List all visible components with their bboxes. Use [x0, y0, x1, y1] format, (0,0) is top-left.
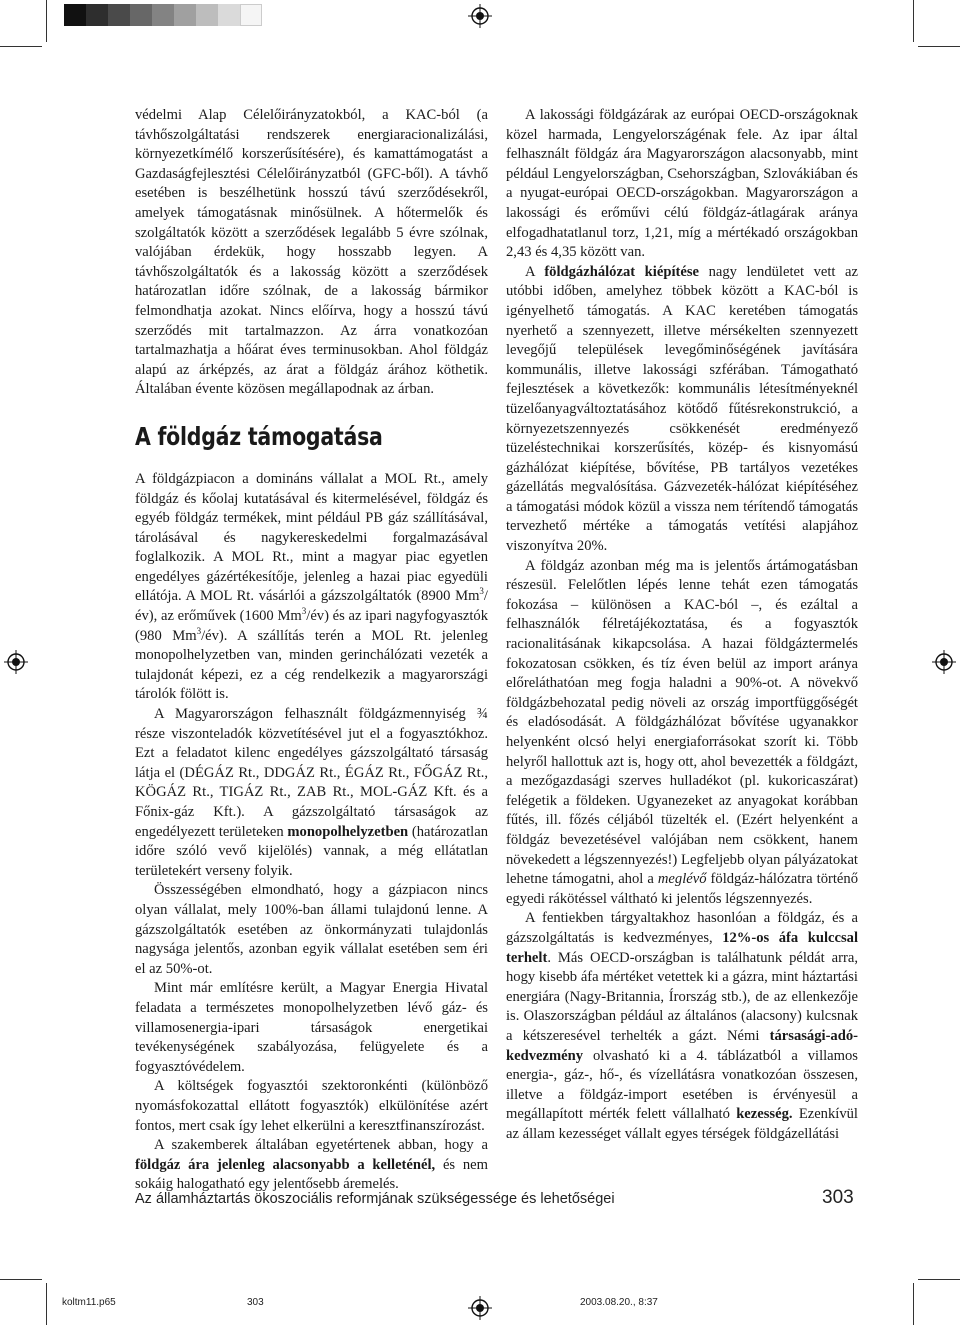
- right-column: [506, 106, 858, 1144]
- running-footer-title: Az államháztartás ökoszociális reformjának szükségessége és lehetőségei: [135, 1191, 615, 1207]
- crop-line: [918, 46, 960, 47]
- swatch: [218, 4, 240, 26]
- section-heading: A földgáz támogatása: [135, 421, 383, 451]
- crop-line: [0, 1279, 42, 1280]
- slug-page: 303: [247, 1297, 264, 1308]
- paragraph: védelmi Alap Célelőirányzatokból, a KAC-ból (a távhőszolgáltatási rendszerek energiaracionalizálási, környezetkímélő korszerűsítésére), és kamattámogatást a Gazdaságfejlesztési Célelőirányzatból (GFC-ből). A távhő esetében is beszélhetünk hosszú távú szerződésekről, amelyek támogatásnak minősülnek. A hőtermelők és szolgáltatók között a szerződések legalább 5 évre szólnak, valójában érdekük, hogy hosszabb legyen. A távhőszolgáltatók és a lakosság között a szerződések határozatlan időre szólnak, de a lakosság bármikor felmondhatja azokat. Nincs előírva, hogy a hosszú távú szerződés mit tartalmazzon. Az árra vonatkozóan tartalmazhatja a hőárat éves terminusokban. Ahol földgáz alapú az árképzés, az árat a földgáz árához köthetik. Általában évente közösen megállapodnak az árban.: [135, 107, 488, 398]
- paragraph: Mint már említésre került, a Magyar Energia Hivatal feladata a természetes monopolhelyzetben lévő gáz- és villamosenergia-ipari társaságok energetikai tevékenységének szabályozása, felügyelete és a fogyasztóvédelem.: [135, 980, 488, 1075]
- registration-mark-icon: [932, 650, 956, 674]
- crop-line: [913, 0, 914, 42]
- paragraph: A Magyarországon felhasznált földgázmennyiség ¾ része viszonteladók közvetítésével jut el a fogyasztókhoz. Ezt a feladatot kilenc engedélyes gázszolgáltató társaság látja el (DÉGÁZ Rt., DDGÁZ Rt., ÉGÁZ Rt., FŐGÁZ Rt., KÖGÁZ Rt., TIGÁZ Rt., ZAB Rt., MOL-GÁZ Kft. és a Főnix-gáz Kft.). A gázszolgáltató társaságok az engedélyezett területeken monopolhelyzetben (határozatlan időre szóló vevő kijelölés) vannak, a még ellátatlan területekért verseny folyik.: [135, 706, 488, 879]
- paragraph: Összességében elmondható, hogy a gázpiacon nincs olyan vállalat, mely 100%-ban állami tulajdonú lenne. A gázszolgáltatók esetében az önkormányzati tulajdonlás nagysága jelentős, azonban egyik vállalat esetében sem éri el az 50%-ot.: [135, 882, 488, 977]
- swatch: [64, 4, 86, 26]
- paragraph: A szakemberek általában egyetértenek abban, hogy a földgáz ára jelenleg alacsonyabb a kelleténél, és nem sokáig halogatható egy jelentősebb áremelés.: [135, 1137, 488, 1193]
- crop-line: [0, 46, 42, 47]
- paragraph: A költségek fogyasztói szektoronkénti (különböző nyomásfokozattal ellátott fogyasztók) elkülönítése azért fontos, mert csak így lehet elkerülni a keresztfinanszírozást.: [135, 1078, 488, 1134]
- paragraph: A földgáz azonban még ma is jelentős ártámogatásban részesül. Felelőtlen lépés lenne tehát ezen támogatás fokozása – különösen a KAC-ból –, és ezáltal a felhasználók félretájékoztatása, és a fogyasztók racionalitásának kikapcsolása. A hazai földgáztermelés fokozatosan csökken, és tíz éven belül az import aránya előreláthatóan meg fogja haladni a 90%-ot. A növekvő földgázbehozatal pedig növeli az ország importfüggőségét és eladósodását. A földgázhálózat bővítése ugyanakkor helyenként olcsó helyi energiaforrásokat szorít ki. Több helyről hallottuk azt is, hogy ott, ahol bevezették a földgázt, a mezőgazdasági szerves hulladékot (pl. kukoricaszárat) felégetik a földeken. Ugyanezeket az anyagokat korábban fűtés, ill. főzés céljából tüzelték el. (Ezért helyenként a földgáz bevezetésével valójában nem csökkent, hanem növekedett a légszennyezés!) Legfeljebb olyan pályázatokat lehetne támogatni, ahol a meglévő földgáz-hálózatra történő egyedi rákötéssel váltható ki jelentős légszennyezés.: [506, 557, 858, 907]
- slug-filename: koltm11.p65: [62, 1297, 116, 1308]
- color-swatch-strip: [64, 4, 262, 26]
- left-column: [135, 106, 488, 1195]
- swatch: [86, 4, 108, 26]
- paragraph: A földgázhálózat kiépítése nagy lendületet vett az utóbbi időben, amelyhez többek között a KAC-ból is igényelhető támogatás. A KAC keretében támogatás nyerhető a szennyezett, illetve mérsékelten szennyezett levegőjű települések levegőminőségének javítására kommunális, illetve lakossági szférában. Támogatható fejlesztések a következők: kommunális létesítményeknél tüzelőanyagváltoztatásához kötődő fűtésrekonstrukció, a környezetszennyezés csökkenését eredményező tüzeléstechnikai korszerűsítés, közép- és kisnyomású gázhálózat kiépítése, bővítése, PB tartályos vezetékes gázellátás megvalósítása. Gázvezeték-hálózat kiépítéséhez a támogatási módok közül a vissza nem térítendő támogatás tervezhető mértéke a támogatás vetítési alapjához viszonyítva 20%.: [506, 263, 859, 555]
- crop-line: [46, 1283, 47, 1325]
- registration-mark-icon: [468, 4, 492, 28]
- swatch: [240, 4, 262, 26]
- swatch: [174, 4, 196, 26]
- paragraph: A lakossági földgázárak az európai OECD-országoknak közel harmada, Lengyelországénak fele. Az ipar által felhasznált földgáz ára Magyarországon alacsonyabb, mint például Lengyelországban, Csehországban, Szlovákiában és a nyugat-európai OECD-országokban. Magyarországon a lakossági és erőművi célú földgáz-átlagárak aránya elfogadhatatlanul torz, 1,21, míg a mértékadó országokban 2,43 és 4,35 között van.: [506, 107, 858, 261]
- swatch: [196, 4, 218, 26]
- registration-mark-icon: [4, 650, 28, 674]
- crop-line: [46, 0, 47, 42]
- swatch: [152, 4, 174, 26]
- crop-line: [918, 1279, 960, 1280]
- slug-date: 2003.08.20., 8:37: [580, 1297, 658, 1308]
- registration-mark-icon: [468, 1296, 492, 1320]
- paragraph: A földgázpiacon a domináns vállalat a MOL Rt., amely földgáz és kőolaj kutatásával és kitermelésével, földgáz és egyéb földgáz termékek, mint például PB gáz szállításával, tárolásával és nagykereskedelmi forgalmazásával foglalkozik. A MOL Rt., mint a magyar piac egyetlen engedélyes gázértékesítője, jelenleg a hazai piac egyedüli ellátója. A MOL Rt. vásárlói a gázszolgáltatók (8900 Mm$^3$/év), az erőművek (1600 Mm$^3$/év) és az ipari nagyfogyasztók (980 Mm$^3$/év). A szállítás terén a MOL Rt. jelenleg monopolhelyzetben van, minden gerinchálózati vezeték a tulajdonát képezi, ez a cég rendelkezik a magyarországi tárolók fölött is.: [135, 470, 488, 703]
- swatch: [108, 4, 130, 26]
- page-number: 303: [822, 1187, 854, 1208]
- paragraph: A fentiekben tárgyaltakhoz hasonlóan a földgáz, és a gázszolgáltatás is kedvezményes, 12%-os áfa kulccsal terhelt. Más OECD-országban is találhatunk példát arra, hogy kisebb áfa mértéket vetettek ki a gázra, mint háztartási energiára (Nagy-Britannia, Írország stb.), de az ellenkezője is. Olaszországban például az általános (alacsony) kulcsnak a kétszeresével terhelték a gázt. Némi társasági-adó-kedvezmény olvasható ki a 4. táblázatból a villamos energia-, gáz-, hő-, és vízellátásra vonatkozóan összesen, illetve a földgáz-import esetében is érvényesül a megállapított mérték felett vállalható kezesség. Ezenkívül az állam kezességet vállalt egyes térségek földgázellátási: [506, 910, 859, 1142]
- crop-line: [913, 1283, 914, 1325]
- swatch: [130, 4, 152, 26]
